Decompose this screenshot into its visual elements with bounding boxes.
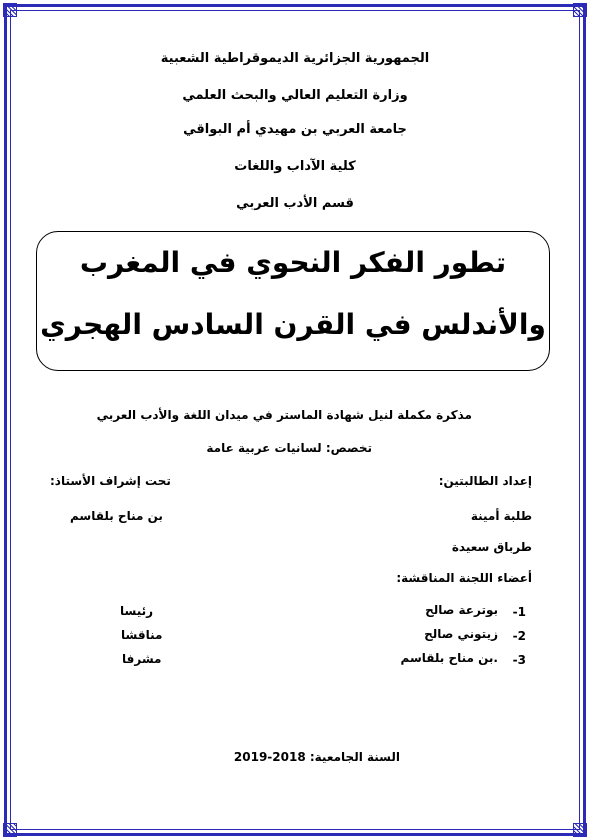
university-name: جامعة العربي بن مهيدي أم البواقي [183,122,407,137]
committee-member-name: زيتوني صالح [424,627,498,641]
committee-member-number: 3- [512,653,526,667]
committee-label: أعضاء اللجنة المناقشة: [396,571,532,585]
committee-member-name: بوترعة صالح [425,603,498,617]
thesis-purpose: مذكرة مكملة لنيل شهادة الماستر في ميدان اللغة والأدب العربي [96,408,472,422]
academic-year-label: السنة الجامعية: [309,750,400,764]
committee-member-role: رئيسا [120,604,154,618]
border-corner-ornament [573,823,587,837]
ministry-name: وزارة التعليم العالي والبحث العلمي [182,88,408,103]
faculty-name: كلية الآداب واللغات [234,159,356,174]
academic-year-value: 2019-2018 [233,750,306,764]
student-name: طرباق سعيدة [451,540,532,554]
republic-name: الجمهورية الجزائرية الديموقراطية الشعبية [160,51,430,66]
supervisor-label: تحت إشراف الأستاذ: [50,474,171,488]
supervisor-name: بن مناح بلقاسم [70,509,163,523]
department-name: قسم الأدب العربي [236,196,354,211]
thesis-specialty: تخصص: لسانيات عربية عامة [206,441,372,455]
student-name: طلبة أمينة [470,509,532,523]
committee-member-name: .بن مناح بلقاسم [400,651,498,665]
border-corner-ornament [3,3,17,17]
thesis-title-line-1: تطور الفكر النحوي في المغرب [79,246,507,279]
students-label: إعداد الطالبتين: [438,474,532,488]
thesis-title-line-2: والأندلس في القرن السادس الهجري [40,308,546,341]
border-corner-ornament [3,823,17,837]
committee-member-number: 1- [512,605,526,619]
committee-member-number: 2- [512,629,526,643]
committee-member-role: مشرفا [122,652,162,666]
committee-member-role: مناقشا [121,628,163,642]
academic-year [234,750,400,764]
border-corner-ornament [573,3,587,17]
